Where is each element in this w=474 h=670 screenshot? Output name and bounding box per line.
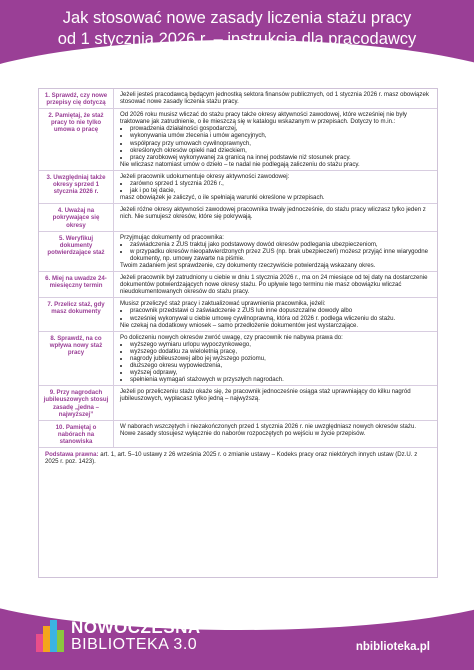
step-content [114, 386, 438, 420]
step-note: Twoim zadaniem jest sprawdzenie, czy dokumenty rzeczywiście potwierdzają wskazany okres. [120, 261, 376, 269]
step-bullet: • zaświadczenia z ZUS traktuj jako podstawowy dowód okresów podlegania ubezpieczeniom, [130, 241, 434, 248]
step-content [114, 89, 438, 109]
step-bullet: • w przypadku okresów nieopatwierdzonych przez ZUS (np. brak ubezpieczeń) możesz przyjąć inne wiarygodne dokumenty, np. umowy zawarte na piśmie. [130, 248, 434, 262]
step-label: 3. Uwzględniaj także okresy sprzed 1 stycznia 2026 r. [39, 170, 114, 203]
logo-text-line-2: BIBLIOTEKA 3.0 [71, 636, 198, 653]
step-bullet-list [120, 307, 434, 321]
step-paragraph: Musisz przeliczyć staż pracy i zaktualizować uprawnienia pracownika, jeżeli: [120, 300, 326, 308]
table-row [39, 386, 437, 420]
step-bullet: • pracy zarobkowej wykonywanej za granicą na innej podstawie niż stosunek pracy. [130, 154, 434, 161]
table-row [39, 204, 437, 231]
title-line-2: od 1 stycznia 2026 r. – instrukcja dla pracodawcy [57, 30, 417, 48]
step-paragraph: Jeżeli pracownik był zatrudniony u ciebie w dniu 1 stycznia 2026 r., ma on 24 miesiące od tej daty na dostarczenie dokumentów potwierdzających nowe okresy stażu. Po upływie tego terminu nie masz obowiązku wliczać nieudokumentowanych okresów do stażu pracy. [120, 274, 428, 296]
step-content [114, 331, 438, 386]
step-bullet: • określonych okresów opieki nad dzieckiem, [130, 147, 434, 154]
logo-bar [43, 626, 50, 652]
step-label: 4. Uważaj na pokrywające się okresy [39, 204, 114, 231]
step-bullet: • jak i po tej dacie, [130, 187, 434, 194]
table-row [39, 272, 437, 298]
table-row [39, 298, 437, 331]
logo-text-line-1: NOWOCZESNA [71, 618, 201, 637]
step-note: Nie wliczasz natomiast umów o dzieło – te nadal nie podlegają zaliczeniu do stażu pracy. [120, 160, 360, 168]
step-bullet-list [120, 125, 434, 160]
step-bullet-list [120, 180, 434, 194]
step-paragraph: Jeżeli pracownik udokumentuje okresy aktywności zawodowej: [120, 172, 290, 180]
step-paragraph: Przyjmując dokumenty od pracownika: [120, 233, 224, 241]
page-title [0, 8, 474, 50]
legal-basis [39, 448, 437, 469]
step-bullet: • spełnienia wymagań stażowych w przyszłych nagrodach. [130, 376, 434, 383]
step-content [114, 231, 438, 271]
table-row [39, 420, 437, 447]
logo-bars-icon [36, 620, 66, 652]
step-label: 5. Weryfikuj dokumenty potwierdzające staż [39, 231, 114, 271]
step-label: 9. Przy nagrodach jubileuszowych stosuj zasadę „jedna – najwyższej” [39, 386, 114, 420]
step-label: 6. Miej na uwadze 24-miesięczny termin [39, 272, 114, 298]
step-label: 2. Pamiętaj, że staż pracy to nie tylko umowa o pracę [39, 109, 114, 171]
table-row [39, 231, 437, 271]
step-bullet: • wyższego dodatku za wieloletnią pracę, [130, 348, 434, 355]
logo-bar [57, 630, 64, 652]
step-paragraph: W naborach wszczętych i niezakończonych przed 1 stycznia 2026 r. nie uwzględniasz nowych okresów stażu. [120, 422, 417, 430]
step-paragraph: Jeżeli różne okresy aktywności zawodowej pracownika trwały jednocześnie, do stażu pracy wliczasz tylko jeden z nich. Nie sumujesz okresów, które się pokrywają. [120, 206, 426, 221]
step-note: Nie czekaj na dodatkowy wniosek – samo przedłożenie dokumentów jest wystarczające. [120, 321, 359, 329]
step-bullet: • wcześniej wykonywał u ciebie umowę cywilnoprawną, która od 2026 r. podlega wliczeniu do stażu. [130, 315, 434, 322]
step-content [114, 170, 438, 203]
step-content [114, 420, 438, 447]
step-note: masz obowiązek je zaliczyć, o ile spełniają warunki określone w przepisach. [120, 194, 325, 202]
instruction-table [39, 89, 437, 448]
step-bullet: • zarówno sprzed 1 stycznia 2026 r., [130, 180, 434, 187]
step-bullet: • wyższego wymiaru urlopu wypoczynkowego, [130, 341, 434, 348]
table-row [39, 109, 437, 171]
step-label: 7. Przelicz staż, gdy masz dokumenty [39, 298, 114, 331]
site-link[interactable]: nbiblioteka.pl [355, 641, 430, 653]
step-bullet: • pracownik przedstawi ci zaświadczenie z ZUS lub inne dopuszczalne dowody albo [130, 307, 434, 314]
instruction-card [38, 88, 438, 578]
step-label: 10. Pamiętaj o nabórach na stanowiska [39, 420, 114, 447]
legal-basis-text: art. 1, art. 5–10 ustawy z 26 września 2025 r. o zmianie ustawy – Kodeks pracy oraz niektórych innych ustaw (Dz.U. z 2025 r. poz. 1423). [45, 451, 418, 466]
step-bullet: • prowadzenia działalności gospodarczej, [130, 125, 434, 132]
step-content [114, 204, 438, 231]
step-paragraph: Nowe zasady stosujesz wyłącznie do naborów rozpoczętych po wejściu w życie przepisów. [120, 429, 366, 437]
step-bullet-list [120, 241, 434, 262]
step-bullet: • wyższej odprawy, [130, 369, 434, 376]
step-bullet-list [120, 341, 434, 384]
step-bullet: • nagrody jubileuszowej albo jej wyższego poziomu, [130, 355, 434, 362]
step-paragraph: Jeżeli jesteś pracodawcą będącym jednostką sektora finansów publicznych, od 1 stycznia 2026 r. masz obowiązek stosować nowe zasady liczenia stażu pracy. [120, 91, 429, 106]
step-label: 8. Sprawdź, na co wpływa nowy staż pracy [39, 331, 114, 386]
step-label: 1. Sprawdź, czy nowe przepisy cię dotyczą [39, 89, 114, 109]
table-row [39, 331, 437, 386]
step-paragraph: Od 2026 roku musisz wliczać do stażu pracy także okresy aktywności zawodowej, które wcześniej nie były traktowane jak zatrudnienie, o ile mieszczą się w katalogu wskazanym w przepisach. Dotyczy to m.in.: [120, 111, 407, 126]
step-paragraph: Jeżeli po przeliczeniu stażu okaże się, że pracownik jednocześnie osiąga staż uprawniający do kilku nagród jubileuszowych, wypłacasz tylko jedną – najwyższą. [120, 388, 411, 403]
logo-bar [36, 634, 43, 652]
table-row [39, 89, 437, 109]
step-bullet: • współpracy przy umowach cywilnoprawnych, [130, 140, 434, 147]
step-content [114, 298, 438, 331]
legal-basis-label: Podstawa prawna: [45, 451, 99, 459]
logo-bar [50, 620, 57, 652]
step-paragraph: Po doliczeniu nowych okresów zwróć uwagę, czy pracownik nie nabywa prawa do: [120, 333, 343, 341]
table-row [39, 170, 437, 203]
step-bullet: • wykonywania umów zlecenia i umów agencyjnych, [130, 132, 434, 139]
title-line-1: Jak stosować nowe zasady liczenia stażu pracy [62, 9, 412, 27]
step-content [114, 272, 438, 298]
step-bullet: • dłuższego okresu wypowiedzenia, [130, 362, 434, 369]
step-content [114, 109, 438, 171]
